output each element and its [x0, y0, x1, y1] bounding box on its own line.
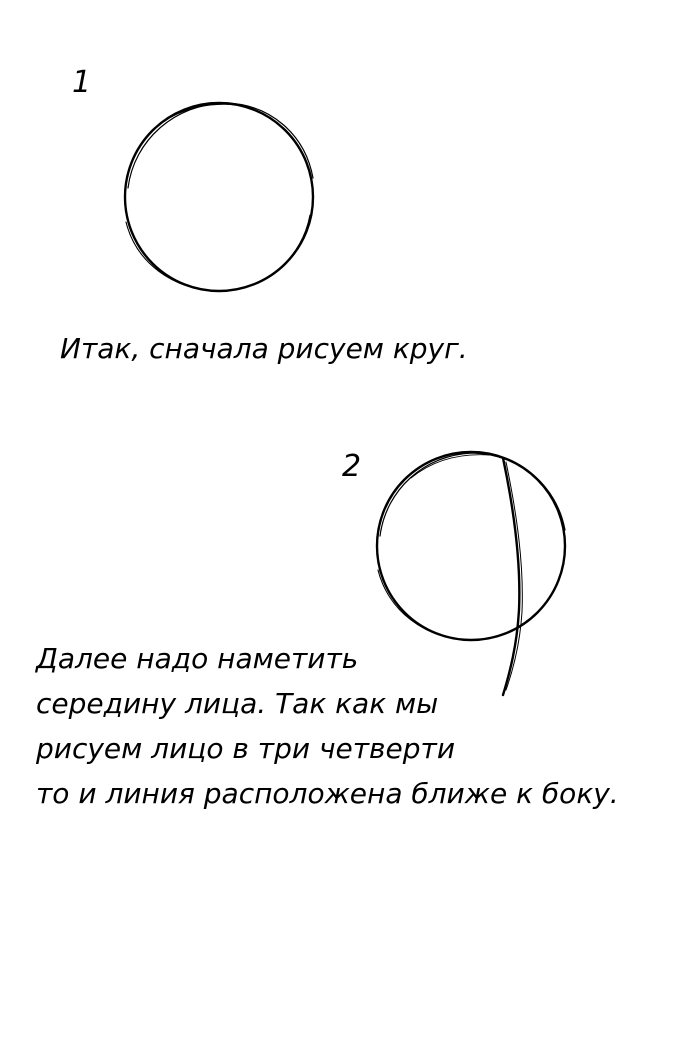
caption-line: Далее надо наметить: [36, 642, 359, 675]
caption-line: то и линия расположена ближе к боку.: [36, 777, 619, 810]
face-center-line: [503, 458, 522, 695]
circle-sketch-1: [125, 103, 313, 291]
caption-line: рисуем лицо в три четверти: [36, 732, 456, 765]
step-number: 1: [72, 65, 92, 100]
circle-sketch-2: [377, 452, 565, 640]
step-caption: Итак, сначала рисуем круг.: [60, 332, 468, 365]
caption-line: середину лица. Так как мы: [36, 687, 439, 720]
step-number: 2: [342, 449, 362, 484]
